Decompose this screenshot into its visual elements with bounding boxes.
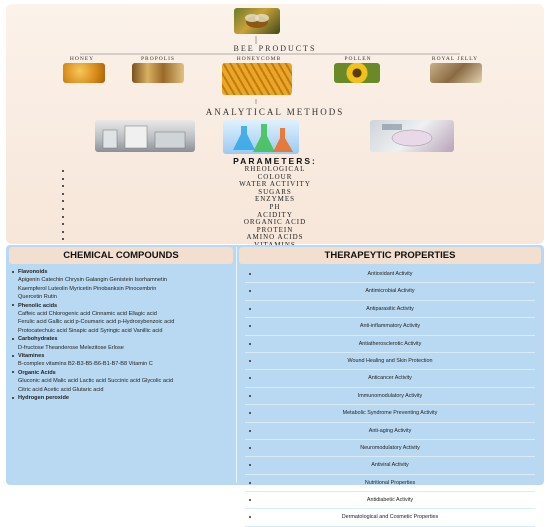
bullet-icon bbox=[249, 360, 251, 362]
compound-text: Caffeic acid Chlorogenic acid Cinnamic acid Ellagic acid bbox=[18, 311, 157, 318]
bullet-icon bbox=[249, 482, 251, 484]
product-label-honey: HONEY bbox=[69, 56, 95, 62]
therapeutic-property-label: Neuromodulatory Activity bbox=[360, 444, 420, 451]
therapeutic-properties-heading: THERAPEYTIC PROPERTIES bbox=[239, 247, 541, 264]
bullet-icon bbox=[12, 371, 14, 373]
compound-category bbox=[12, 268, 232, 276]
compound-text: B-complex vitamins B2-B3-B5-B6-B1-B7-B8 Vitamin C bbox=[18, 361, 153, 368]
bullet-icon bbox=[12, 355, 14, 357]
bullet-icon bbox=[249, 430, 251, 432]
parameter-item: ACIDITY bbox=[257, 210, 293, 219]
therapeutic-property-row bbox=[245, 353, 535, 370]
parameter-item: WATER ACTIVITY bbox=[239, 180, 311, 189]
therapeutic-property-label: Antiparasitic Activity bbox=[366, 305, 414, 312]
therapeutic-property-label: Anticancer Activity bbox=[368, 375, 412, 382]
therapeutic-property-label: Antioxidant Activity bbox=[367, 271, 413, 277]
therapeutic-property-label: Immunomodulatory Activity bbox=[357, 392, 423, 399]
parameter-item: PROTEIN bbox=[256, 225, 294, 234]
therapeutic-property-row bbox=[245, 336, 535, 353]
lab-flasks-photo bbox=[223, 120, 299, 154]
bullet-icon bbox=[12, 397, 14, 399]
compound-category bbox=[12, 369, 232, 377]
compound-names bbox=[12, 293, 232, 301]
bullet-icon bbox=[249, 273, 251, 275]
lab-equipment-photo bbox=[95, 120, 195, 152]
compound-text: D-fructose Theanderose Melezitose Erlose bbox=[18, 344, 124, 351]
compound-category bbox=[12, 335, 232, 343]
parameter-item: SUGARS bbox=[258, 187, 292, 196]
product-label-propolis: PROPOLIS bbox=[141, 56, 175, 62]
compound-text: Citric acid Acetic acid Glutaric acid bbox=[18, 386, 104, 393]
therapeutic-property-row bbox=[245, 475, 535, 492]
therapeutic-property-row bbox=[245, 318, 535, 335]
compound-names bbox=[12, 377, 232, 385]
therapeutic-property-row bbox=[245, 440, 535, 457]
therapeutic-property-row bbox=[245, 301, 535, 318]
therapeutic-property-label: Antimicrobial Activity bbox=[365, 288, 415, 295]
compound-names bbox=[12, 360, 232, 368]
bullet-icon bbox=[249, 499, 251, 501]
compound-names bbox=[12, 318, 232, 326]
bullet-icon bbox=[249, 325, 251, 327]
parameters-title: PARAMETERS: bbox=[233, 156, 317, 166]
compound-text: Quercetin Rutin bbox=[18, 294, 57, 301]
therapeutic-property-row bbox=[245, 405, 535, 422]
therapeutic-property-row bbox=[245, 283, 535, 300]
therapeutic-property-row bbox=[245, 509, 535, 526]
compound-text: Organic Acids bbox=[18, 369, 56, 376]
bullet-icon bbox=[12, 271, 14, 273]
chemical-compounds-list bbox=[12, 268, 232, 403]
lab-sample-photo bbox=[370, 120, 454, 152]
therapeutic-property-label: Wound Healing and Skin Protection bbox=[347, 357, 433, 364]
chemical-compounds-heading: CHEMICAL COMPOUNDS bbox=[9, 247, 233, 264]
compound-text: Ferulic acid Gallic acid p-Coumaric acid p-Hydroxybenzoic acid bbox=[18, 319, 175, 326]
therapeutic-property-label: Anti-aging Activity bbox=[368, 427, 412, 434]
compound-names bbox=[12, 276, 232, 284]
product-label-royal-jelly: ROYAL JELLY bbox=[431, 56, 479, 62]
bullet-icon bbox=[249, 377, 251, 379]
compound-names bbox=[12, 285, 232, 293]
bullet-icon bbox=[249, 343, 251, 345]
bullet-icon bbox=[249, 447, 251, 449]
parameter-item: ENZYMES bbox=[254, 195, 296, 204]
compound-text: Phenolic acids bbox=[18, 302, 58, 309]
compound-category bbox=[12, 394, 232, 402]
bullet-icon bbox=[12, 304, 14, 306]
therapeutic-property-label: Antiatherosclerotic Activity bbox=[358, 340, 422, 347]
royal-jelly-photo bbox=[430, 63, 482, 83]
therapeutic-property-label: Dermatological and Cosmetic Properties bbox=[341, 514, 439, 521]
therapeutic-property-label: Antidiabetic Activity bbox=[366, 497, 414, 504]
therapeutic-property-label: Antiviral Activity bbox=[371, 462, 409, 469]
pollen-photo bbox=[334, 63, 380, 83]
compound-text: Vitamines bbox=[18, 353, 45, 360]
therapeutic-property-label: Metabolic Syndrome Preventing Activity bbox=[342, 410, 438, 417]
parameter-item: COLOUR bbox=[257, 172, 293, 181]
therapeutic-property-label: Nutritional Properties bbox=[364, 479, 416, 486]
parameter-item: AMINO ACIDS bbox=[246, 233, 304, 242]
compound-text: Apigenin Catechin Chrysin Galangin Genistein Isorhamnetin bbox=[18, 277, 167, 284]
therapeutic-property-row bbox=[245, 457, 535, 474]
column-divider bbox=[236, 247, 237, 483]
compound-names bbox=[12, 344, 232, 352]
parameter-bullets bbox=[62, 170, 68, 246]
compound-names bbox=[12, 310, 232, 318]
bullet-icon bbox=[12, 338, 14, 340]
compound-text: Carbohydrates bbox=[18, 336, 58, 343]
compound-text: Hydrogen peroxide bbox=[18, 395, 69, 402]
therapeutic-property-row bbox=[245, 423, 535, 440]
bullet-icon bbox=[249, 395, 251, 397]
compound-category bbox=[12, 302, 232, 310]
bee-products-title: BEE PRODUCTS bbox=[233, 44, 317, 53]
compound-text: Protocatechuic acid Sinapic acid Syringic acid Vanillic acid bbox=[18, 327, 163, 334]
honeycomb-photo bbox=[222, 63, 292, 95]
bullet-icon bbox=[249, 308, 251, 310]
therapeutic-property-row bbox=[245, 266, 535, 283]
bullet-icon bbox=[249, 464, 251, 466]
bullet-icon bbox=[249, 290, 251, 292]
analytical-methods-title: ANALYTICAL METHODS bbox=[205, 107, 345, 117]
therapeutic-property-row bbox=[245, 492, 535, 509]
product-label-honeycomb: HONEYCOMB bbox=[236, 56, 282, 62]
therapeutic-property-row bbox=[245, 388, 535, 405]
compound-names bbox=[12, 327, 232, 335]
therapeutic-property-label: Anti-inflammatory Activity bbox=[359, 323, 421, 330]
compound-text: Flavonoids bbox=[18, 269, 48, 275]
bullet-icon bbox=[249, 412, 251, 414]
product-label-pollen: POLLEN bbox=[344, 56, 372, 62]
propolis-photo bbox=[132, 63, 184, 83]
compound-category bbox=[12, 352, 232, 360]
honey-photo bbox=[63, 63, 105, 83]
therapeutic-property-row bbox=[245, 370, 535, 387]
bullet-icon bbox=[249, 516, 251, 518]
parameter-item: PH bbox=[269, 202, 281, 211]
parameter-item: ORGANIC ACID bbox=[243, 218, 307, 227]
parameter-item: RHEOLOGICAL bbox=[244, 165, 306, 173]
compound-names bbox=[12, 386, 232, 394]
compound-text: Kaempferol Luteolin Myricetin Pinobanksin Pinocembrin bbox=[18, 285, 157, 292]
therapeutic-properties-list bbox=[245, 266, 535, 527]
compound-text: Gluconic acid Malic acid Lactic acid Succinic acid Glycolic acid bbox=[18, 378, 174, 385]
